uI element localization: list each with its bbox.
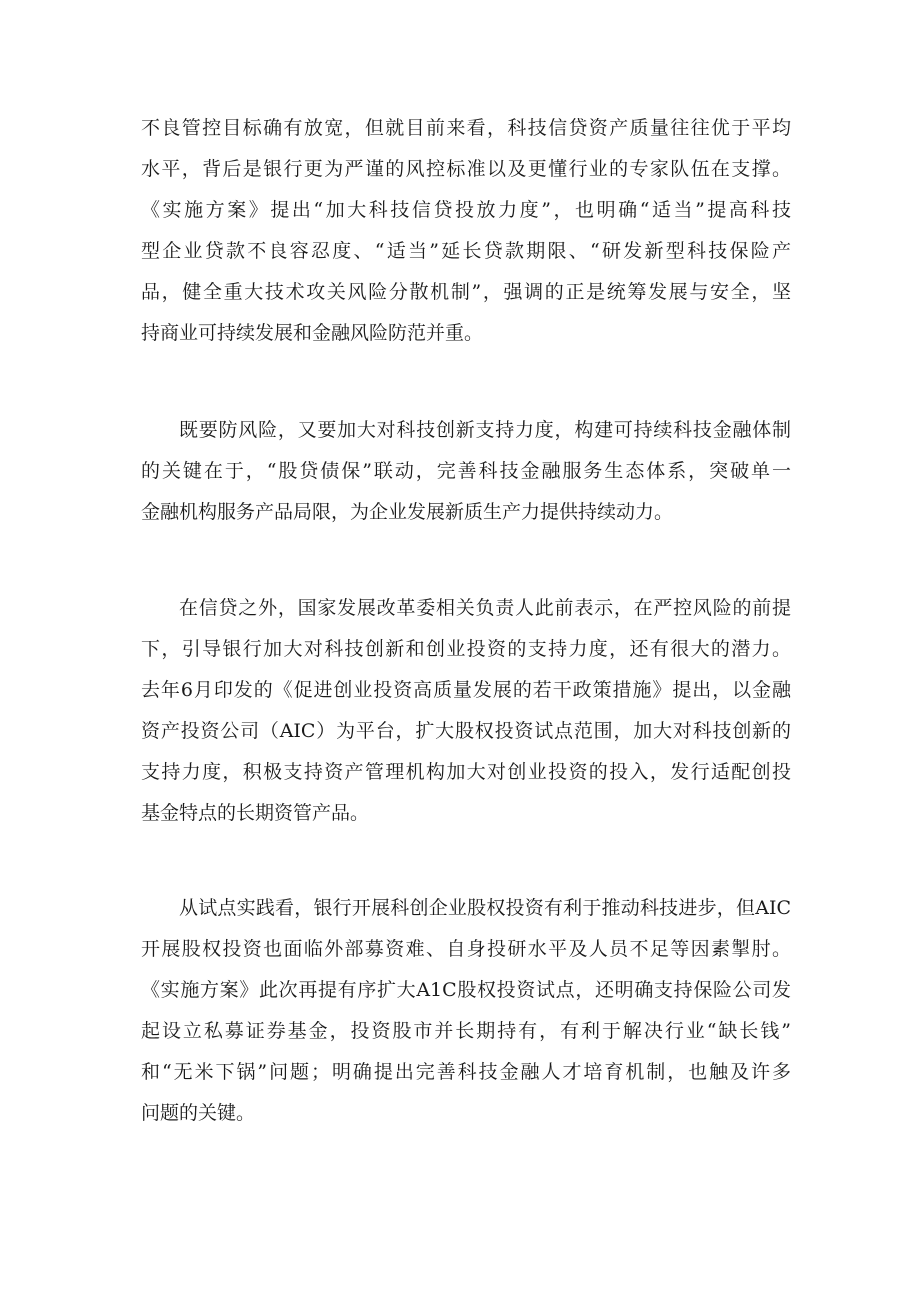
paragraph-line: 既要防风险，又要加大对科技创新支持力度，构建可持续科技金融体制 bbox=[179, 419, 791, 441]
paragraph-line: 水平，背后是银行更为严谨的风控标准以及更懂行业的专家队伍在支撑。 bbox=[141, 158, 791, 180]
paragraph-line: 的关键在于，“股贷债保”联动，完善科技金融服务生态体系，突破单一 bbox=[141, 460, 791, 482]
paragraph-line: 问题的关键。 bbox=[141, 1102, 256, 1124]
paragraph-3 bbox=[141, 588, 791, 834]
paragraph-line: 去年6月印发的《促进创业投资高质量发展的若干政策措施》提出，以金融 bbox=[141, 679, 791, 701]
paragraph-line: 型企业贷款不良容忍度、“适当”延长贷款期限、“研发新型科技保险产 bbox=[141, 240, 791, 262]
paragraph-4 bbox=[141, 888, 791, 1134]
paragraph-line: 品，健全重大技术攻关风险分散机制”，强调的正是统筹发展与安全，坚 bbox=[141, 281, 791, 303]
paragraph-line: 起设立私募证券基金，投资股市并长期持有，有利于解决行业“缺长钱” bbox=[141, 1020, 791, 1042]
paragraph-line: 从试点实践看，银行开展科创企业股权投资有利于推动科技进步，但AIC bbox=[179, 897, 791, 919]
paragraph-line: 下，引导银行加大对科技创新和创业投资的支持力度，还有很大的潜力。 bbox=[141, 638, 791, 660]
paragraph-2 bbox=[141, 410, 791, 533]
paragraph-line: 在信贷之外，国家发展改革委相关负责人此前表示，在严控风险的前提 bbox=[179, 597, 791, 619]
paragraph-line: 《实施方案》提出“加大科技信贷投放力度”，也明确“适当”提高科技 bbox=[141, 199, 791, 221]
paragraph-line: 和“无米下锅”问题；明确提出完善科技金融人才培育机制，也触及许多 bbox=[141, 1061, 791, 1083]
paragraph-line: 开展股权投资也面临外部募资难、自身投研水平及人员不足等因素掣肘。 bbox=[141, 938, 791, 960]
paragraph-line: 基金特点的长期资管产品。 bbox=[141, 802, 370, 824]
paragraph-line: 不良管控目标确有放宽，但就目前来看，科技信贷资产质量往往优于平均 bbox=[141, 117, 791, 139]
paragraph-line: 《实施方案》此次再提有序扩大A1C股权投资试点，还明确支持保险公司发 bbox=[141, 979, 791, 1001]
paragraph-line: 资产投资公司（AIC）为平台，扩大股权投资试点范围，加大对科技创新的 bbox=[141, 720, 791, 742]
paragraph-line: 支持力度，积极支持资产管理机构加大对创业投资的投入，发行适配创投 bbox=[141, 761, 791, 783]
paragraph-line: 持商业可持续发展和金融风险防范并重。 bbox=[141, 322, 484, 344]
paragraph-1 bbox=[141, 108, 791, 354]
paragraph-line: 金融机构服务产品局限，为企业发展新质生产力提供持续动力。 bbox=[141, 501, 674, 523]
